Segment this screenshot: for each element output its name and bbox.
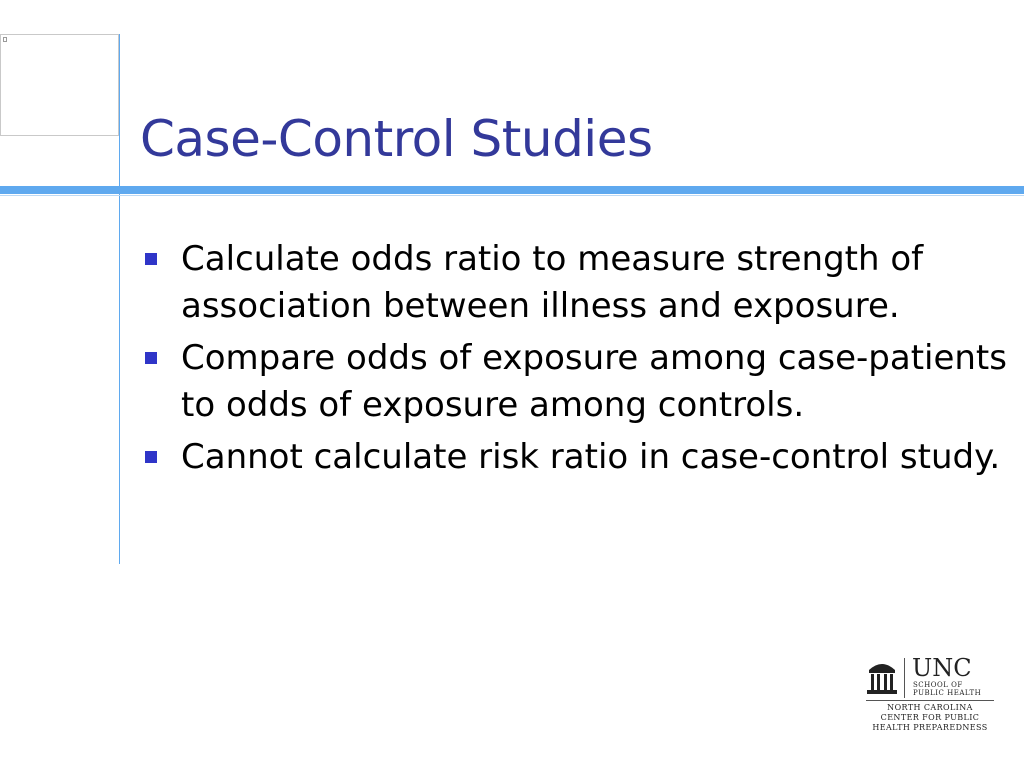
logo-center-text [866,703,994,733]
bullet-item [145,335,1015,429]
bullet-text: Cannot calculate risk ratio in case-control study. [181,437,1001,477]
logo-center-line: NORTH CAROLINA [887,703,973,712]
broken-image-icon [3,37,7,42]
old-well-icon [866,660,898,696]
bullet-item [145,236,1015,330]
logo-horizontal-rule [866,700,994,701]
broken-image-placeholder [0,34,119,136]
logo-school-line: SCHOOL OF [913,681,963,689]
bullet-text: Calculate odds ratio to measure strength of association between illness and exposure. [181,239,924,326]
square-bullet-icon [145,253,157,265]
logo-center-line: CENTER FOR PUBLIC [880,713,980,722]
logo-school-line: PUBLIC HEALTH [913,689,982,697]
slide-title: Case-Control Studies [140,110,653,168]
square-bullet-icon [145,451,157,463]
logo-center-line: HEALTH PREPAREDNESS [872,723,988,732]
bullet-text: Compare odds of exposure among case-patients to odds of exposure among controls. [181,338,1007,425]
square-bullet-icon [145,352,157,364]
vertical-divider-line [119,34,120,564]
bullet-list [145,236,1015,486]
title-underline-thin [0,195,1024,196]
title-underline-bar [0,186,1024,194]
logo-unc-text: UNC [912,654,972,682]
logo-divider [904,658,905,698]
bullet-item [145,434,1015,481]
logo-school-text [913,681,981,697]
unc-logo [862,656,998,736]
